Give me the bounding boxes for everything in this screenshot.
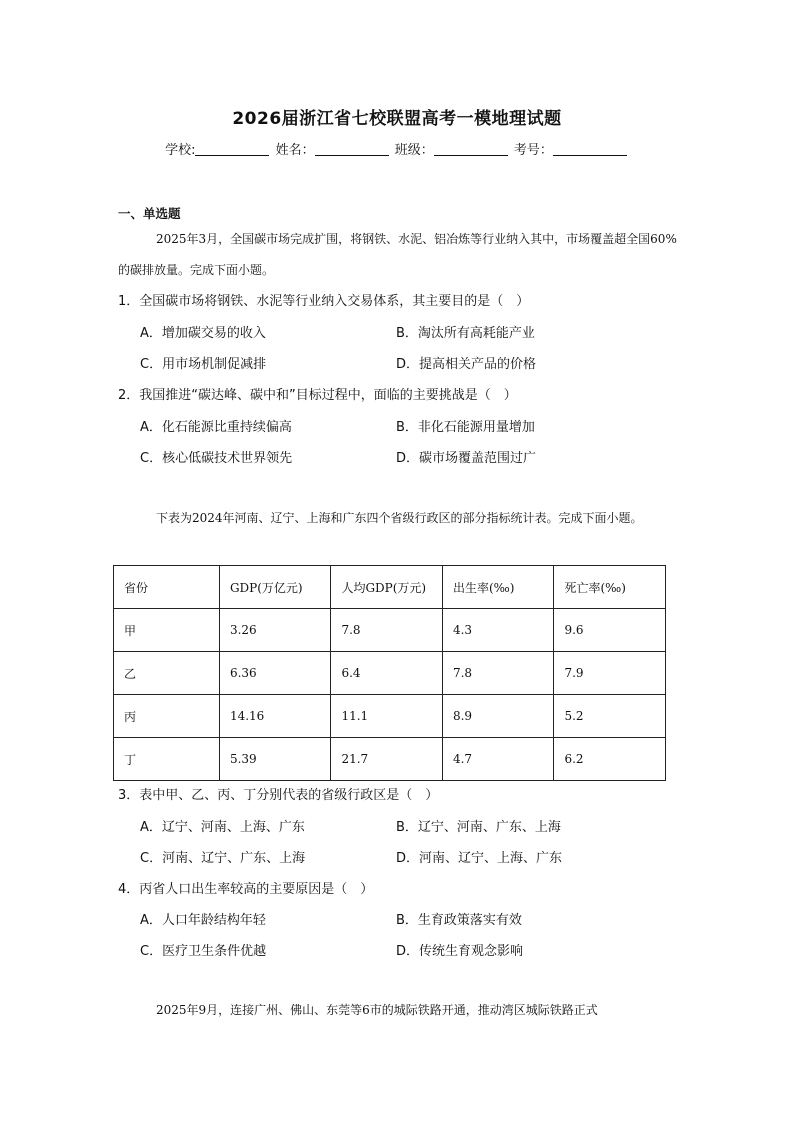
question-3-option-a[interactable]: A．辽宁、河南、上海、广东 [140, 820, 305, 835]
table-cell: 5.2 [554, 695, 666, 738]
question-2-stem: 2．我国推进“碳达峰、碳中和”目标过程中，面临的主要挑战是（ ） [118, 388, 517, 403]
table-cell: 11.1 [331, 695, 443, 738]
question-2-option-b[interactable]: B．非化石能源用量增加 [396, 420, 535, 435]
table-cell: 3.26 [219, 609, 331, 652]
table-header-cell: GDP(万亿元) [219, 566, 331, 609]
name-blank[interactable] [315, 143, 389, 156]
question-3-option-b[interactable]: B．辽宁、河南、广东、上海 [396, 820, 561, 835]
question-4-option-d[interactable]: D．传统生育观念影响 [396, 944, 524, 959]
table-row [114, 652, 666, 695]
question-4-option-b[interactable]: B．生育政策落实有效 [396, 913, 522, 928]
table-cell: 7.8 [442, 652, 554, 695]
statistics-table [113, 565, 666, 781]
table-cell: 9.6 [554, 609, 666, 652]
table-cell: 丙 [114, 695, 220, 738]
question-4-stem: 4．丙省人口出生率较高的主要原因是（ ） [118, 882, 374, 897]
question-4-option-a[interactable]: A．人口年龄结构年轻 [140, 913, 266, 928]
question-3-option-d[interactable]: D．河南、辽宁、上海、广东 [396, 851, 563, 866]
table-cell: 8.9 [442, 695, 554, 738]
question-2-option-c[interactable]: C．核心低碳技术世界领先 [140, 451, 293, 466]
school-blank[interactable] [195, 143, 269, 156]
question-1-option-a[interactable]: A．增加碳交易的收入 [140, 326, 266, 341]
question-2-option-d[interactable]: D．碳市场覆盖范围过广 [396, 451, 537, 466]
table-cell: 4.7 [442, 738, 554, 781]
table-cell: 甲 [114, 609, 220, 652]
question-1-stem: 1．全国碳市场将钢铁、水泥等行业纳入交易体系，其主要目的是（ ） [118, 294, 530, 309]
table-cell: 6.36 [219, 652, 331, 695]
question-1-option-b[interactable]: B．淘汰所有高耗能产业 [396, 326, 535, 341]
table-cell: 14.16 [219, 695, 331, 738]
page-title: 2026届浙江省七校联盟高考一模地理试题 [232, 109, 562, 129]
name-label: 姓名： [275, 143, 315, 158]
table-cell: 5.39 [219, 738, 331, 781]
question-2-option-a[interactable]: A．化石能源比重持续偏高 [140, 420, 292, 435]
exam-no-blank[interactable] [553, 143, 627, 156]
table-cell: 丁 [114, 738, 220, 781]
exam-no-label: 考号： [513, 143, 553, 158]
material-2: 下表为2024年河南、辽宁、上海和广东四个省级行政区的部分指标统计表。完成下面小题。 [156, 511, 643, 525]
table-cell: 6.4 [331, 652, 443, 695]
table-row [114, 695, 666, 738]
table-row [114, 738, 666, 781]
school-label: 学校: [165, 143, 196, 158]
table-header-cell: 出生率(‰) [442, 566, 554, 609]
question-3-option-c[interactable]: C．河南、辽宁、广东、上海 [140, 851, 306, 866]
table-cell: 21.7 [331, 738, 443, 781]
material-3: 2025年9月，连接广州、佛山、东莞等6市的城际铁路开通，推动湾区城际铁路正式 [156, 1003, 598, 1017]
question-1-option-c[interactable]: C．用市场机制促减排 [140, 357, 267, 372]
question-4-option-c[interactable]: C．医疗卫生条件优越 [140, 944, 267, 959]
table-header-cell: 死亡率(‰) [554, 566, 666, 609]
question-3-stem: 3．表中甲、乙、丙、丁分别代表的省级行政区是（ ） [118, 788, 439, 803]
table-cell: 6.2 [554, 738, 666, 781]
class-label: 班级： [394, 143, 434, 158]
question-1-option-d[interactable]: D．提高相关产品的价格 [396, 357, 537, 372]
table-cell: 4.3 [442, 609, 554, 652]
table-header-row [114, 566, 666, 609]
table-cell: 7.9 [554, 652, 666, 695]
table-header-cell: 省份 [114, 566, 220, 609]
student-info-line [0, 139, 794, 158]
table-cell: 7.8 [331, 609, 443, 652]
material-1: 2025年3月，全国碳市场完成扩围，将钢铁、水泥、铝冶炼等行业纳入其中，市场覆盖超全国60%的碳排放量。完成下面小题。 [118, 232, 677, 277]
section-heading: 一、单选题 [118, 206, 181, 221]
class-blank[interactable] [434, 143, 508, 156]
table-cell: 乙 [114, 652, 220, 695]
table-row [114, 609, 666, 652]
table-header-cell: 人均GDP(万元) [331, 566, 443, 609]
